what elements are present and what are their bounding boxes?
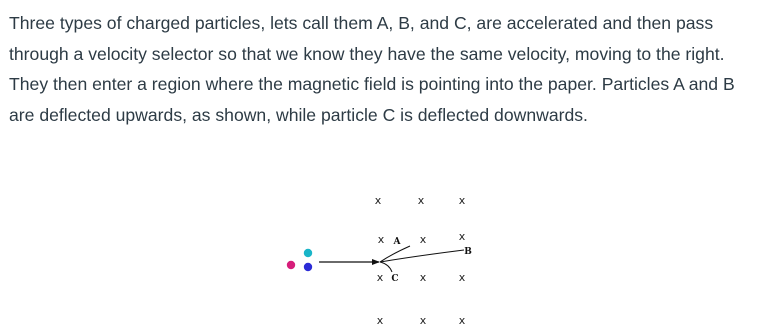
beam-arrowhead	[372, 259, 380, 265]
particle-magenta	[287, 261, 295, 269]
field-x-marker: x	[458, 314, 466, 327]
field-x-marker: x	[376, 314, 384, 327]
path-b	[380, 250, 464, 262]
label-c: C	[391, 274, 399, 284]
field-x-marker: x	[458, 230, 466, 243]
label-b: B	[464, 247, 472, 257]
field-x-marker: x	[377, 233, 385, 246]
figure-svg	[276, 188, 496, 334]
label-a: A	[393, 237, 401, 247]
field-x-marker: x	[417, 194, 425, 207]
field-x-marker: x	[458, 271, 466, 284]
particle-teal	[304, 249, 312, 257]
field-x-marker: x	[376, 271, 384, 284]
field-x-marker: x	[419, 233, 427, 246]
question-paragraph: Three types of charged particles, lets call them A, B, and C, are accelerated and then pass through a velocity selector so that we know they have the same velocity, moving to the right. They then enter a region where the magnetic field is pointing into the paper. Particles A and B are deflected upwards, as shown, while particle C is deflected downwards.	[9, 13, 735, 125]
particle-blue	[304, 263, 312, 271]
field-x-marker: x	[374, 194, 382, 207]
field-x-marker: x	[458, 194, 466, 207]
field-x-marker: x	[419, 314, 427, 327]
question-text-block	[9, 8, 761, 130]
particle-deflection-figure	[276, 188, 496, 334]
field-x-marker: x	[419, 271, 427, 284]
